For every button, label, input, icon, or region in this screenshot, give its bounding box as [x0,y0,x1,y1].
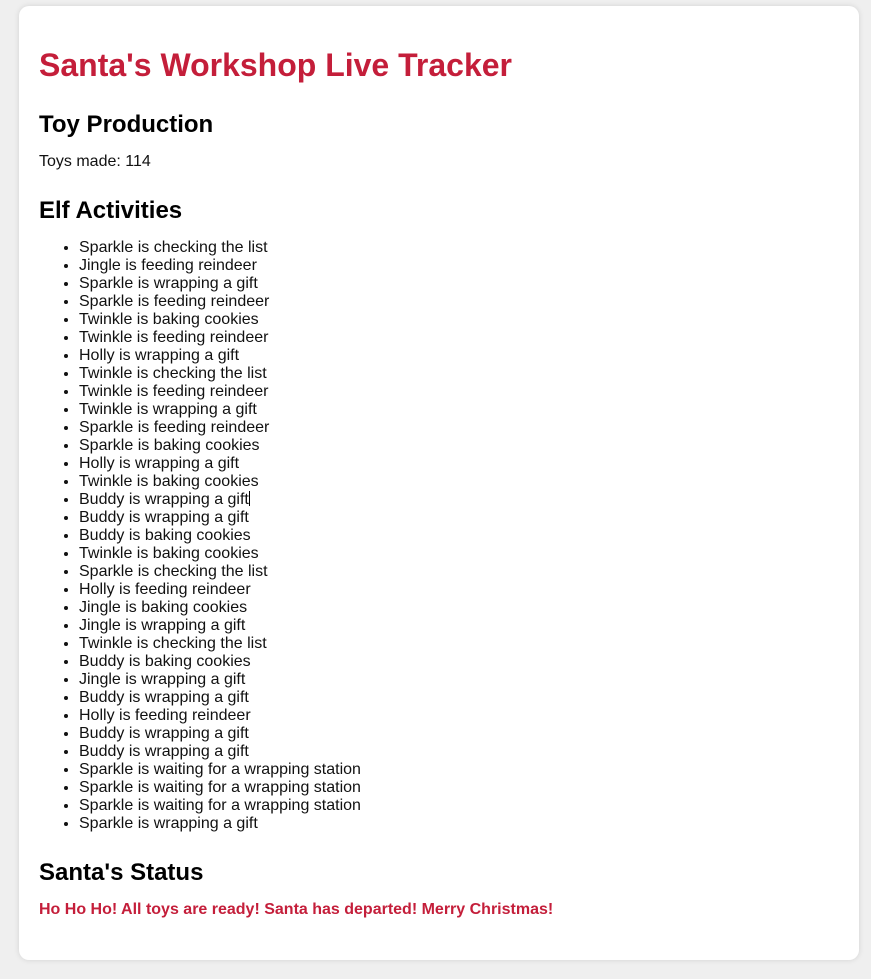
activity-item [79,563,361,581]
activity-item [79,725,361,743]
activity-text: Twinkle is checking the list [79,365,267,382]
activity-item [79,797,361,815]
activity-text: Twinkle is baking cookies [79,473,259,490]
activity-item [79,473,361,491]
activity-item [79,437,361,455]
activity-text: Sparkle is waiting for a wrapping station [79,797,361,814]
activity-text: Buddy is wrapping a gift [79,491,249,508]
activity-item [79,491,361,509]
activity-item [79,239,361,257]
elf-activities-heading: Elf Activities [39,197,183,224]
activity-item [79,455,361,473]
activity-text: Buddy is baking cookies [79,653,251,670]
activity-text: Sparkle is baking cookies [79,437,260,454]
activity-text: Sparkle is wrapping a gift [79,275,258,292]
activity-item [79,347,361,365]
activity-text: Buddy is wrapping a gift [79,743,249,760]
activity-item [79,653,361,671]
activity-item [79,293,361,311]
activity-text: Sparkle is feeding reindeer [79,293,270,310]
activity-text: Jingle is feeding reindeer [79,257,257,274]
activity-item [79,545,361,563]
activity-text: Sparkle is waiting for a wrapping station [79,761,361,778]
activity-text: Jingle is wrapping a gift [79,617,246,634]
activity-item [79,779,361,797]
activity-item [79,707,361,725]
activity-item [79,509,361,527]
activity-text: Twinkle is wrapping a gift [79,401,257,418]
activity-item [79,311,361,329]
activity-item [79,401,361,419]
toys-made-label: Toys made: [39,153,126,170]
activity-item [79,329,361,347]
activity-text: Twinkle is feeding reindeer [79,329,269,346]
activity-text: Sparkle is checking the list [79,563,268,580]
activity-item [79,671,361,689]
activity-text: Twinkle is feeding reindeer [79,383,269,400]
activity-item [79,419,361,437]
activity-item [79,581,361,599]
activity-text: Holly is feeding reindeer [79,581,251,598]
text-cursor [249,491,250,506]
activity-text: Twinkle is checking the list [79,635,267,652]
elf-activity-list [39,239,361,833]
tracker-card [19,6,859,960]
page-title: Santa's Workshop Live Tracker [39,47,512,83]
activity-item [79,689,361,707]
activity-item [79,527,361,545]
activity-text: Buddy is wrapping a gift [79,509,249,526]
santa-status-message: Ho Ho Ho! All toys are ready! Santa has departed! Merry Christmas! [39,901,554,918]
activity-item [79,599,361,617]
activity-item [79,257,361,275]
activity-text: Twinkle is baking cookies [79,311,259,328]
activity-item [79,635,361,653]
toys-made-count: 114 [125,153,151,170]
activity-text: Holly is wrapping a gift [79,347,240,364]
activity-text: Sparkle is feeding reindeer [79,419,270,436]
activity-text: Sparkle is checking the list [79,239,268,256]
toys-made-line [39,152,151,172]
activity-text: Holly is feeding reindeer [79,707,251,724]
activity-item [79,275,361,293]
santa-status-heading: Santa's Status [39,859,204,886]
activity-text: Twinkle is baking cookies [79,545,259,562]
activity-text: Sparkle is waiting for a wrapping station [79,779,361,796]
activity-text: Holly is wrapping a gift [79,455,240,472]
activity-text: Sparkle is wrapping a gift [79,815,258,832]
activity-text: Buddy is baking cookies [79,527,251,544]
activity-item [79,743,361,761]
activity-item [79,617,361,635]
toy-production-heading: Toy Production [39,111,214,138]
activity-item [79,815,361,833]
activity-text: Buddy is wrapping a gift [79,689,249,706]
activity-item [79,365,361,383]
activity-text: Jingle is wrapping a gift [79,671,246,688]
activity-text: Buddy is wrapping a gift [79,725,249,742]
activity-item [79,761,361,779]
activity-text: Jingle is baking cookies [79,599,248,616]
activity-item [79,383,361,401]
